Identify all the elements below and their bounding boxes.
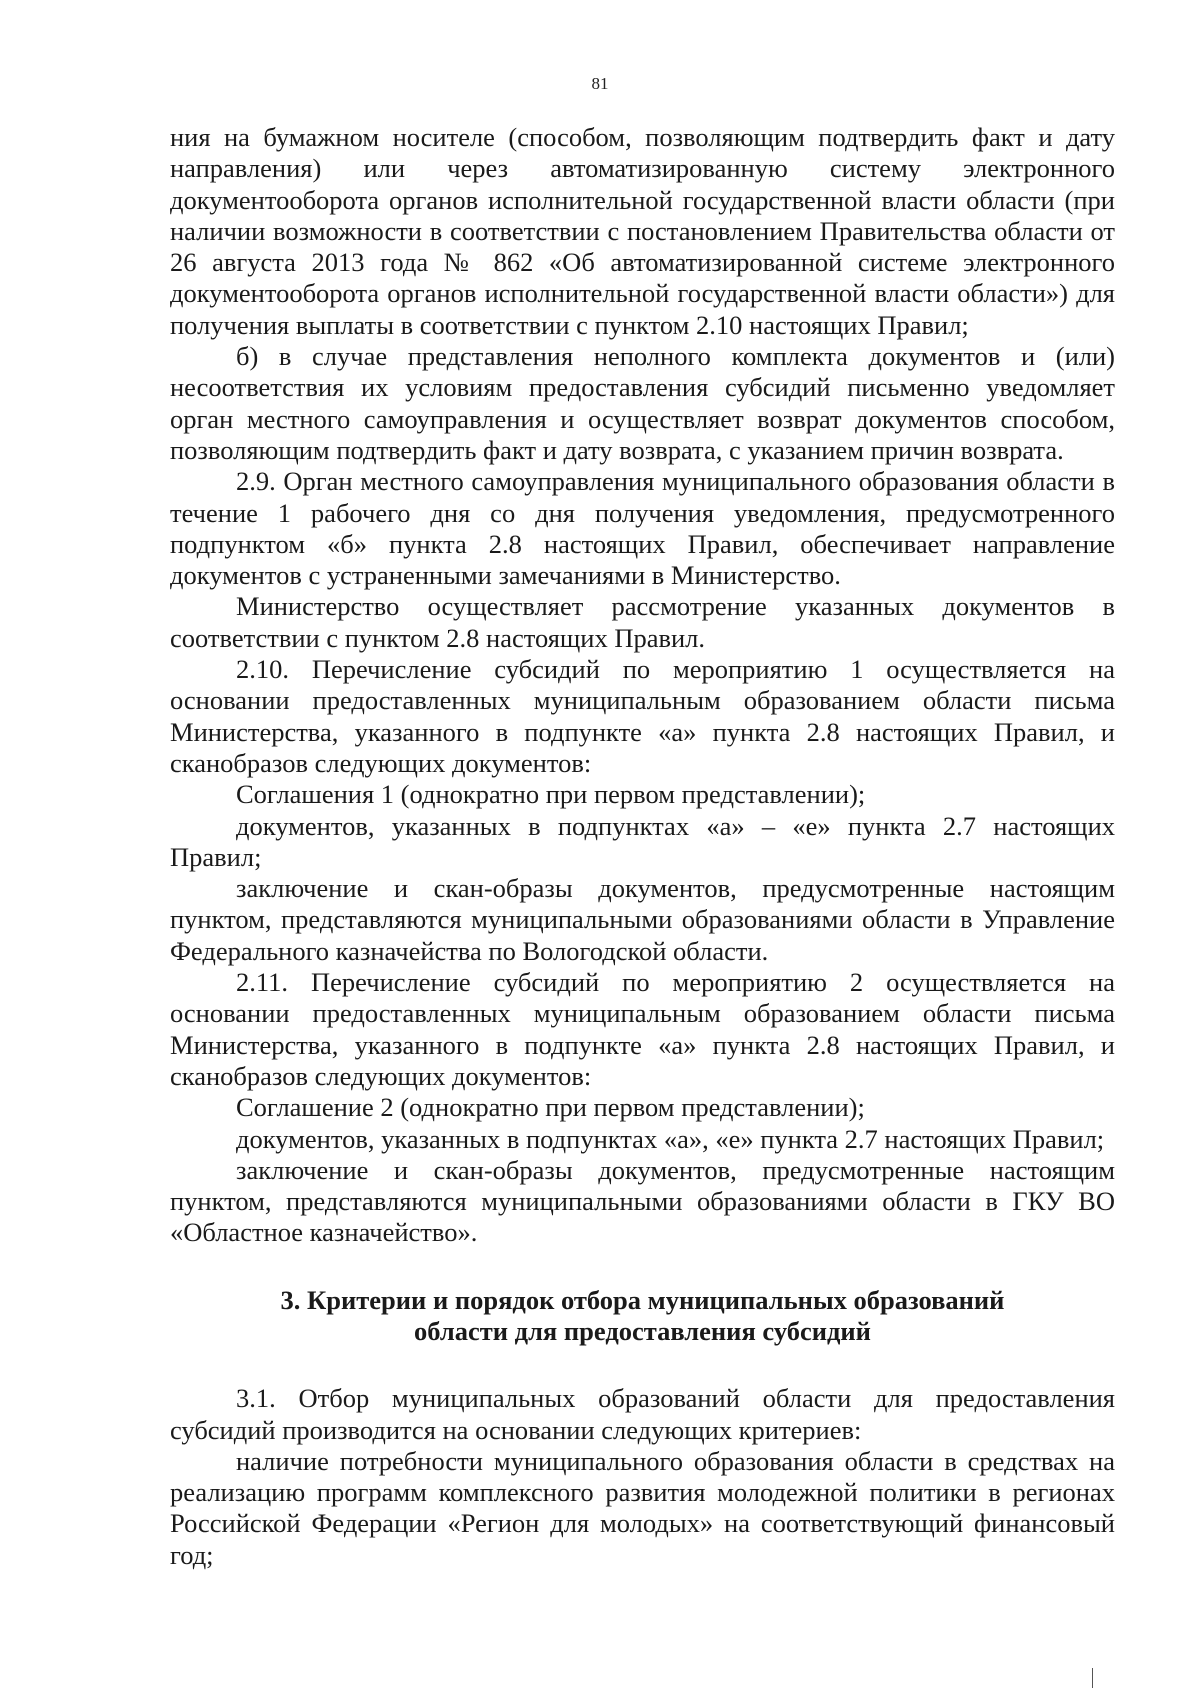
paragraph-subitem-b: б) в случае представления неполного комплекта документов и (или) несоответствия их условиям предоставления субсидий письменно уведомляет орган местного самоуправления и осуществляет возврат документов способом, позволяющим подтвердить факт и дату возврата, с указанием причин возврата. [170,341,1115,465]
page-number: 81 [591,74,609,93]
paragraph-2-9: 2.9. Орган местного самоуправления муниципального образования области в течение 1 рабочего дня со дня получения уведомления, предусмотренного подпунктом «б» пункта 2.8 настоящих Правил, обеспечивает направление документов с устраненными замечаниями в Министерство. [170,466,1115,591]
section-3-heading-line-1: 3. Критерии и порядок отбора муниципальных образований [280,1284,1005,1315]
paragraph-2-10: 2.10. Перечисление субсидий по мероприятию 1 осуществляется на основании предоставленных муниципальным образованием области письма Министерства, указанного в подпункте «а» пункта 2.8 настоящих Правил, и сканобразов следующих документов: [170,654,1115,778]
paragraph-treasury-submission: заключение и скан-образы документов, предусмотренные настоящим пунктом, представляются муниципальными образованиями области в Управление Федерального казначейства по Вологодской области. [170,873,1115,966]
paragraph-regional-treasury: заключение и скан-образы документов, предусмотренные настоящим пунктом, представляются муниципальными образованиями области в ГКУ ВО «Областное казначейство». [170,1154,1115,1248]
paragraph-continuation: ния на бумажном носителе (способом, позволяющим подтвердить факт и дату направления) или через автоматизированную систему электронного документооборота органов исполнительной государственной власти области (при наличии возможности в соответствии с постановлением Правительства области от 26 августа 2013 года № 862 «Об автоматизированной системе электронного документооборота органов исполнительной государственной власти области») для получения выплаты в соответствии с пунктом 2.10 настоящих Правил; [170,122,1115,340]
document-body [170,122,1115,1571]
section-3-heading [170,1285,1115,1348]
list-item-agreement-1: Соглашения 1 (однократно при первом представлении); [236,779,866,810]
paragraph-2-11: 2.11. Перечисление субсидий по мероприятию 2 осуществляется на основании предоставленных муниципальным образованием области письма Министерства, указанного в подпункте «а» пункта 2.8 настоящих Правил, и сканобразов следующих документов: [170,967,1115,1091]
criterion-need: наличие потребности муниципального образования области в средствах на реализацию программ комплексного развития молодежной политики в регионах Российской Федерации «Регион для молодых» на соответствующий финансовый год; [170,1445,1115,1570]
paragraph-3-1: 3.1. Отбор муниципальных образований области для предоставления субсидий производится на основании следующих критериев: [170,1383,1115,1445]
list-item-documents-a-e: документов, указанных в подпунктах «а» – «е» пункта 2.7 настоящих Правил; [170,810,1115,872]
section-3-heading-line-2: области для предоставления субсидий [414,1315,871,1346]
list-item-agreement-2: Соглашение 2 (однократно при первом представлении); [236,1092,865,1123]
scan-mark [1092,1668,1093,1688]
paragraph-ministry-review: Министерство осуществляет рассмотрение указанных документов в соответствии с пунктом 2.8 настоящих Правил. [170,591,1115,653]
list-item-documents-a-e-2: документов, указанных в подпунктах «а», «е» пункта 2.7 настоящих Правил; [236,1123,1105,1154]
